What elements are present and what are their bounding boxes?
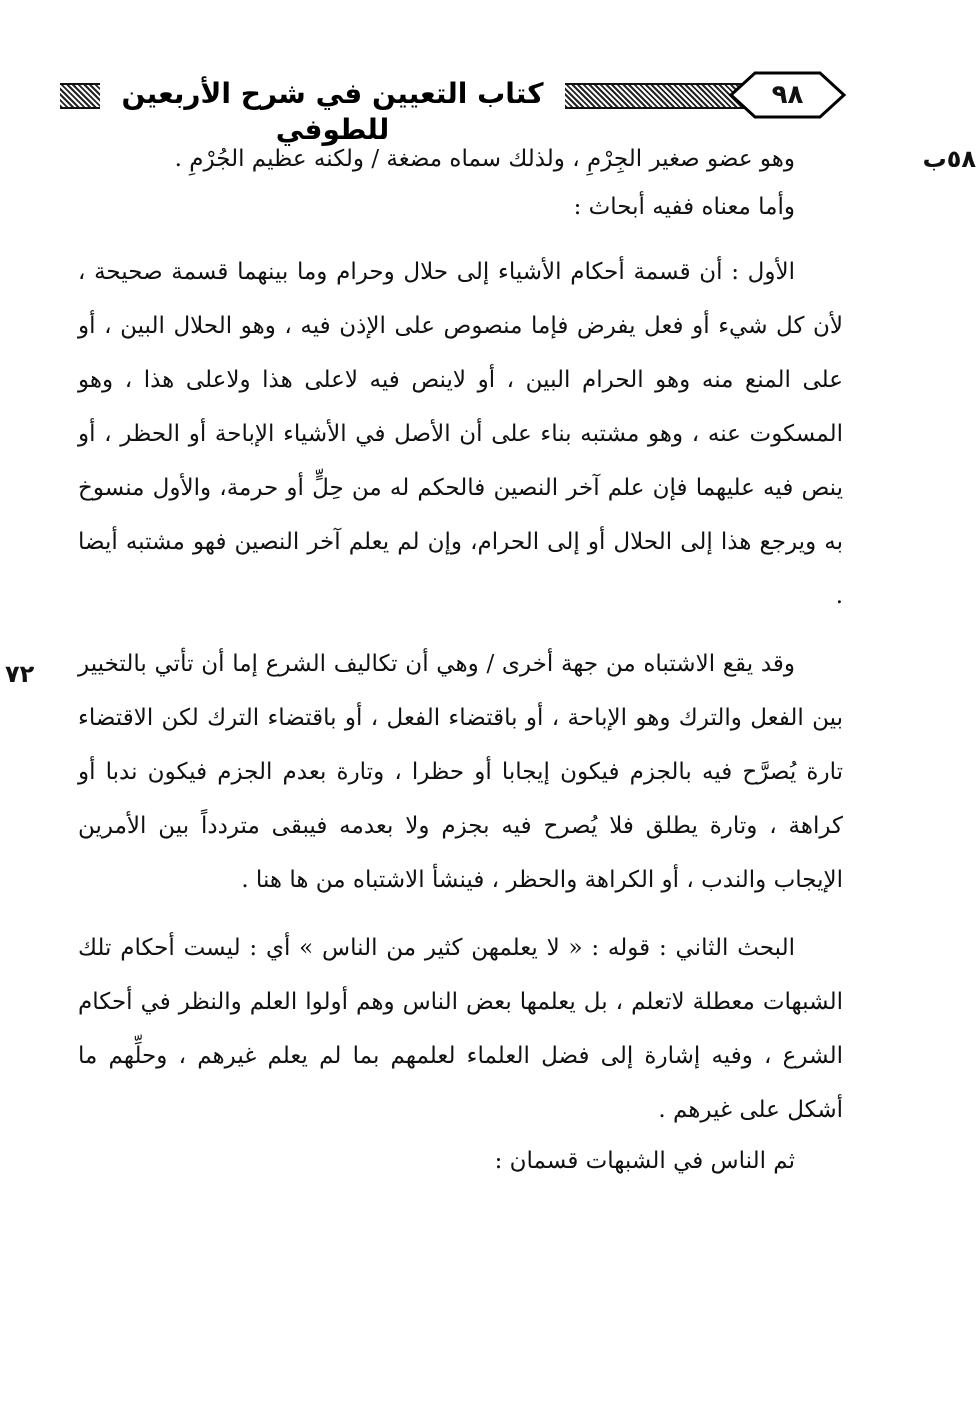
page-number: ٩٨ bbox=[771, 80, 804, 110]
body-text bbox=[78, 135, 843, 1185]
paragraph-1: وهو عضو صغير الجِرْمِ ، ولذلك سماه مضغة / ولكنه عظيم الجُرْمِ . bbox=[174, 146, 795, 172]
paragraph-4: وقد يقع الاشتباه من جهة أخرى / وهي أن تكاليف الشرع إما أن تأتي بالتخيير بين الفعل والترك وهو الإباحة ، أو باقتضاء الفعل ، أو باقتضاء الترك لكن الاقتضاء تارة يُصرَّح فيه بالجزم فيكون إيجابا أو حظرا ، وتارة بعدم الجزم فيكون ندبا أو كراهة ، وتارة يطلق فلا يُصرح فيه بجزم ولا بعدمه فيبقى متردداً بين الأمرين الإيجاب والندب ، أو الكراهة والحظر ، فينشأ الاشتباه من ها هنا . bbox=[78, 651, 843, 893]
header-ornament-left bbox=[60, 83, 100, 109]
page-number-badge bbox=[725, 70, 850, 120]
paragraph-3: الأول : أن قسمة أحكام الأشياء إلى حلال وحرام وما بينهما قسمة صحيحة ، لأن كل شيء أو فعل يفرض فإما منصوص على الإذن فيه ، وهو الحلال البين ، أو على المنع منه وهو الحرام البين ، أو لاينص فيه لاعلى هذا ولاعلى هذا ، وهو المسكوت عنه ، وهو مشتبه بناء على أن الأصل في الأشياء الإباحة أو الحظر ، أو ينص فيه عليهما فإن علم آخر النصين فالحكم له من حِلٍّ أو حرمة، والأول منسوخ به ويرجع هذا إلى الحلال أو إلى الحرام، وإن لم يعلم آخر النصين فهو مشتبه أيضا . bbox=[78, 259, 843, 609]
paragraph-6: ثم الناس في الشبهات قسمان : bbox=[494, 1148, 795, 1174]
page-header bbox=[60, 70, 850, 146]
paragraph-2: وأما معناه ففيه أبحاث : bbox=[573, 194, 795, 220]
paragraph-5: البحث الثاني : قوله : « لا يعلمهن كثير من الناس » أي : ليست أحكام تلك الشبهات معطلة لاتعلم ، بل يعلمها بعض الناس وهم أولوا العلم والنظر في أحكام الشرع ، وفيه إشارة إلى فضل العلماء لعلمهم بما لم يعلم غيرهم ، وحلِّهم ما أشكل على غيرهم . bbox=[78, 935, 843, 1123]
book-title: كتاب التعيين في شرح الأربعين للطوفي bbox=[121, 77, 544, 146]
margin-marker-middle: ٧٢ bbox=[5, 660, 35, 688]
margin-marker-top: ٥٨ب bbox=[922, 145, 976, 173]
